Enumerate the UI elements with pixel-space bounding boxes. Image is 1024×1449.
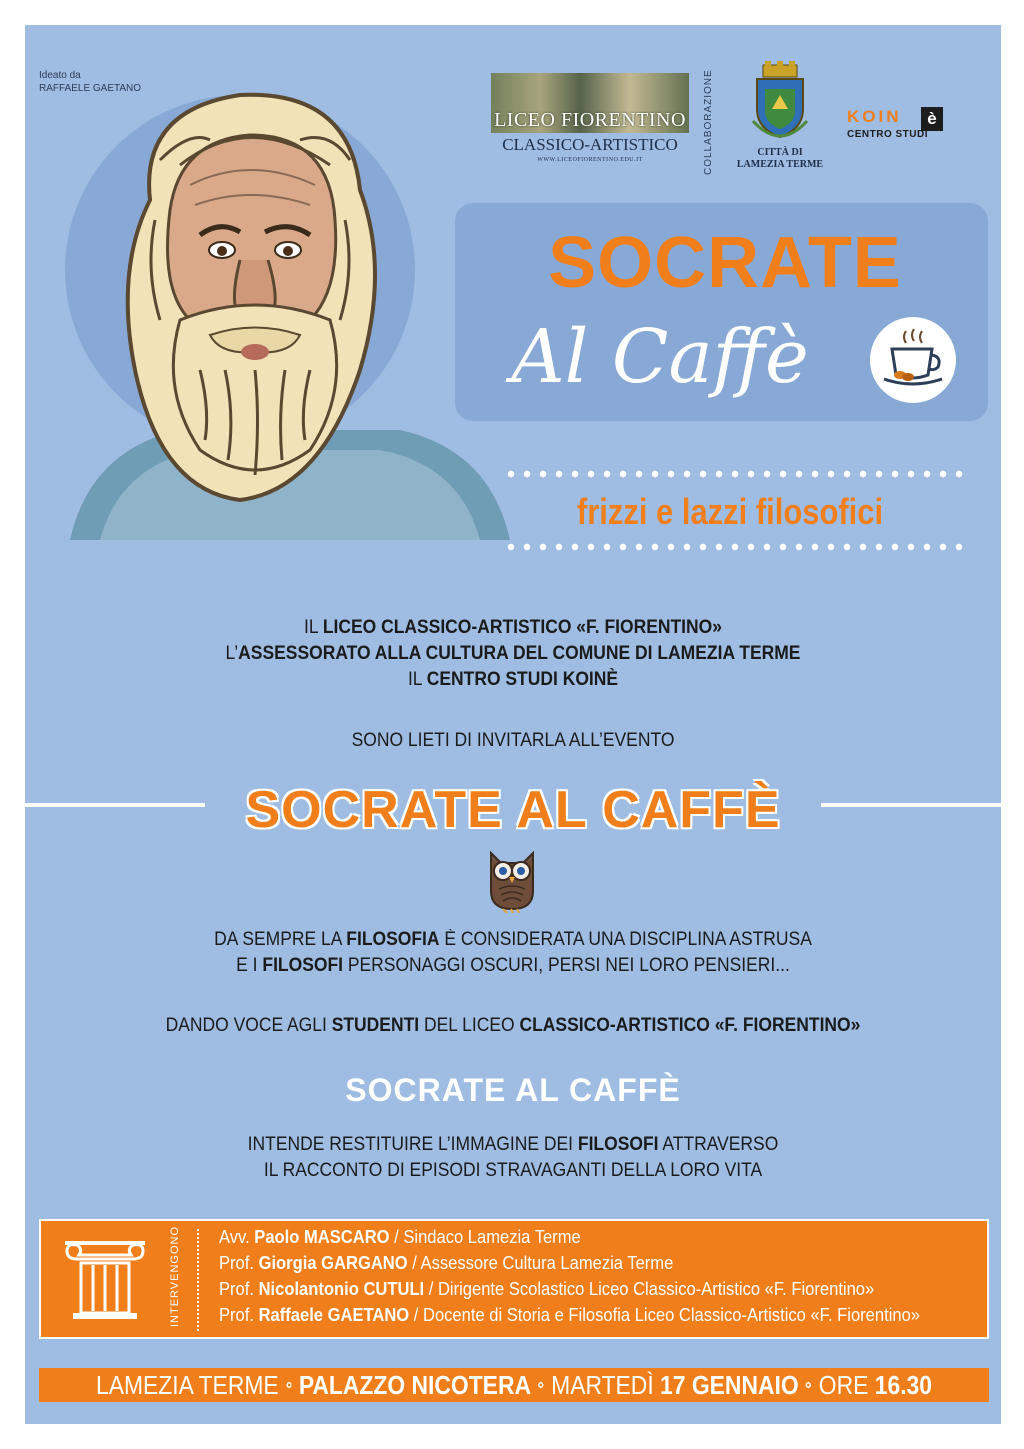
credit-line-1: Ideato da <box>39 70 81 81</box>
body-line-2-c: PERSONAGGI OSCURI, PERSI NEI LORO PENSIERI... <box>343 955 790 976</box>
speaker-role: / Docente di Storia e Filosofia Liceo Classico-Artistico «F. Fiorentino» <box>409 1305 921 1325</box>
koine-logo-subtitle: CENTRO STUDI <box>847 129 928 140</box>
event-title: SOCRATE AL CAFFÈ <box>245 781 781 839</box>
intro-line-1-prefix: IL <box>304 617 323 638</box>
title-main: SOCRATE <box>548 223 902 303</box>
subtitle: frizzi e lazzi filosofici <box>576 491 884 532</box>
liceo-logo-url: WWW.LICEOFIORENTINO.EDU.IT <box>537 157 643 163</box>
intro-line-1 <box>64 615 962 641</box>
dotted-line-bottom <box>503 543 963 551</box>
credit-line-2: RAFFAELE GAETANO <box>39 83 142 94</box>
title-script: Al Caffè <box>511 314 809 400</box>
speaker-role: / Sindaco Lamezia Terme <box>389 1227 581 1247</box>
body-line-3 <box>64 1013 962 1039</box>
body-line-1-c: È CONSIDERATA UNA DISCIPLINA ASTRUSA <box>439 929 812 950</box>
event-info-bar <box>39 1368 989 1402</box>
speaker-item <box>219 1225 581 1249</box>
coffee-cup-icon <box>870 317 956 403</box>
flower-separator-icon <box>538 1375 544 1395</box>
event-day: MARTEDÌ <box>551 1369 654 1400</box>
speaker-item <box>219 1303 920 1327</box>
intro-line-1-name: LICEO CLASSICO-ARTISTICO «F. FIORENTINO» <box>322 617 722 638</box>
body-line-3-d: CLASSICO-ARTISTICO «F. FIORENTINO» <box>519 1015 861 1036</box>
poster <box>25 25 1001 1424</box>
lamezia-city-label <box>725 147 835 171</box>
citta-line-2: LAMEZIA TERME <box>736 159 824 170</box>
speaker-role: / Assessore Cultura Lamezia Terme <box>407 1253 674 1273</box>
koine-logo-e: è <box>921 107 943 131</box>
speaker-name: Raffaele GAETANO <box>258 1305 410 1325</box>
body-line-1-a: DA SEMPRE LA <box>214 929 347 950</box>
event-info-text <box>96 1368 932 1402</box>
lamezia-crest-icon <box>751 61 809 147</box>
body-line-3-b: STUDENTI <box>331 1015 420 1036</box>
speaker-title: Prof. <box>219 1279 259 1299</box>
column-icon <box>63 1241 147 1321</box>
intro-line-3-prefix: IL <box>407 669 427 690</box>
intro-line-3 <box>64 667 962 693</box>
liceo-fiorentino-logo <box>491 73 689 177</box>
speakers-label: INTERVENGONO <box>169 1225 181 1327</box>
mid-title: SOCRATE AL CAFFÈ <box>345 1072 681 1108</box>
coffee-cup-badge <box>870 317 956 403</box>
body-line-1 <box>64 927 962 953</box>
intro-line-2 <box>64 641 962 667</box>
body-line-2-b: FILOSOFI <box>262 955 344 976</box>
event-time: 16.30 <box>874 1369 933 1400</box>
dotted-line-top <box>503 470 963 478</box>
liceo-logo-subtitle: CLASSICO-ARTISTICO <box>502 135 678 154</box>
speakers-box <box>39 1219 989 1339</box>
intro-line-3-name: CENTRO STUDI KOINÈ <box>426 669 619 690</box>
liceo-logo-name: LICEO FIORENTINO <box>494 109 686 131</box>
event-venue: PALAZZO NICOTERA <box>298 1369 531 1400</box>
speaker-item <box>219 1277 874 1301</box>
speaker-name: Nicolantonio CUTULI <box>258 1279 425 1299</box>
body-line-4-c: ATTRAVERSO <box>658 1134 779 1155</box>
socrates-bust-illustration <box>60 70 520 550</box>
body-line-1-b: FILOSOFIA <box>346 929 440 950</box>
body-line-5: IL RACCONTO DI EPISODI STRAVAGANTI DELLA LORO VITA <box>263 1160 763 1181</box>
intro-line-2-prefix: L’ <box>225 643 239 664</box>
flower-separator-icon <box>806 1375 812 1395</box>
event-date: 17 GENNAIO <box>660 1369 799 1400</box>
event-time-label: ORE <box>818 1369 869 1400</box>
body-line-2 <box>64 953 962 979</box>
event-city: LAMEZIA TERME <box>96 1369 279 1400</box>
speaker-item <box>219 1251 673 1275</box>
body-line-4-b: FILOSOFI <box>577 1134 659 1155</box>
intro-line-2-name: ASSESSORATO ALLA CULTURA DEL COMUNE DI LAMEZIA TERME <box>238 643 801 664</box>
speaker-title: Avv. <box>219 1227 255 1247</box>
speaker-title: Prof. <box>219 1305 259 1325</box>
speaker-name: Giorgia GARGANO <box>258 1253 408 1273</box>
body-line-3-a: DANDO VOCE AGLI <box>165 1015 332 1036</box>
invite-text: SONO LIETI DI INVITARLA ALL’EVENTO <box>351 730 675 751</box>
body-line-2-a: E I <box>236 955 263 976</box>
body-line-3-c: DEL LICEO <box>419 1015 520 1036</box>
body-line-4 <box>64 1132 962 1158</box>
koine-logo <box>847 107 962 147</box>
collaboration-label: COLLABORAZIONE <box>703 69 714 175</box>
flower-separator-icon <box>286 1375 292 1395</box>
body-line-4-a: INTENDE RESTITUIRE L’IMMAGINE DEI <box>247 1134 578 1155</box>
koine-logo-word: KOIN <box>847 107 902 126</box>
speaker-title: Prof. <box>219 1253 259 1273</box>
speaker-role: / Dirigente Scolastico Liceo Classico-Artistico «F. Fiorentino» <box>424 1279 875 1299</box>
speaker-name: Paolo MASCARO <box>254 1227 390 1247</box>
owl-icon <box>485 847 539 913</box>
speakers-divider <box>197 1229 199 1331</box>
citta-line-1: CITTÀ DI <box>757 147 803 158</box>
